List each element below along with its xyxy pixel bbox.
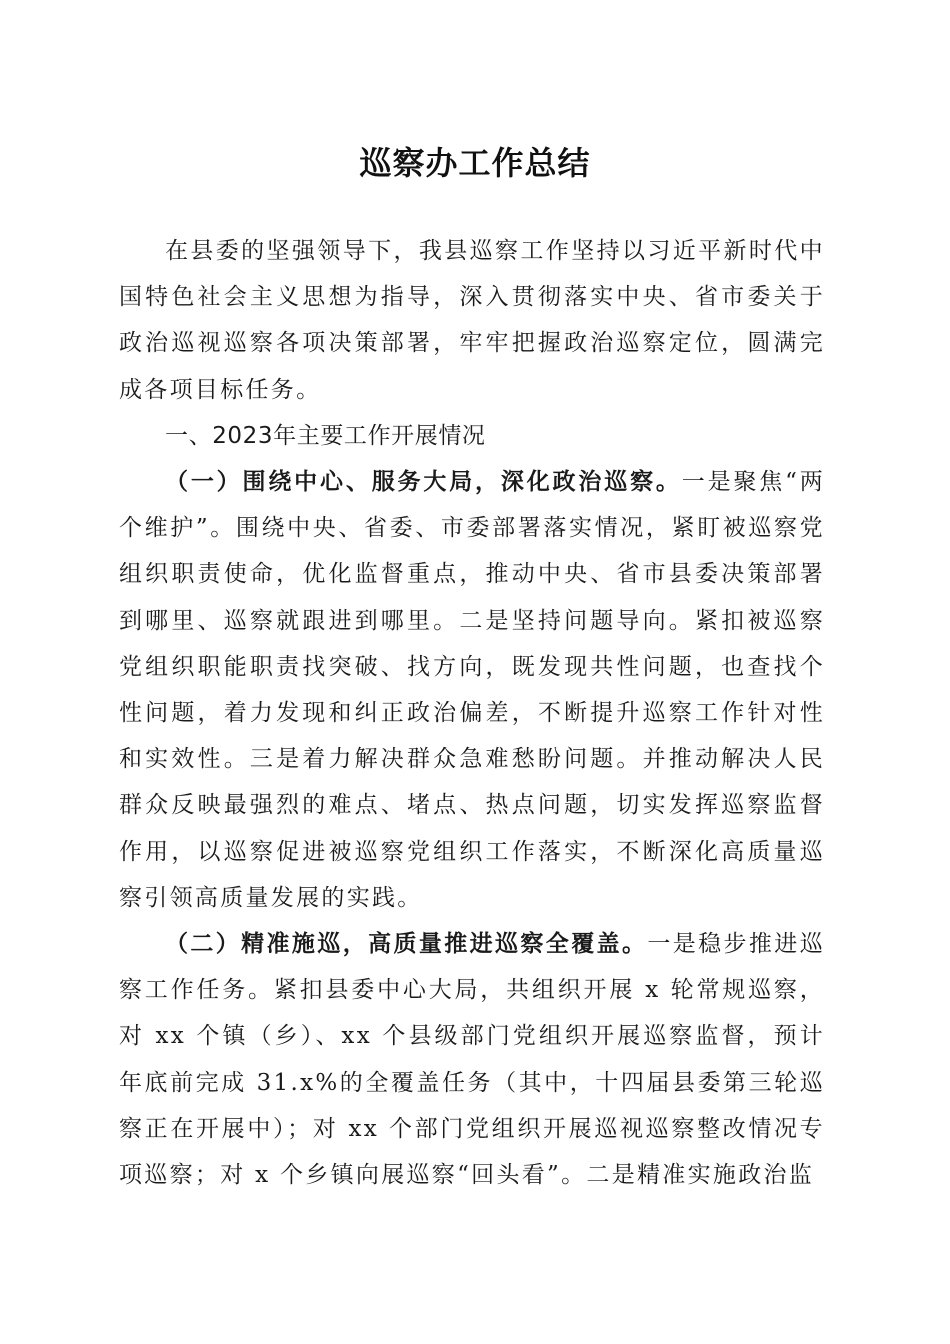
paragraph-part-two (119, 921, 825, 1198)
document-title: 巡察办工作总结 (359, 144, 591, 182)
intro-paragraph: 在县委的坚强领导下，我县巡察工作坚持以习近平新时代中国特色社会主义思想为指导，深入贯彻落实中央、省市委关于政治巡视巡察各项决策部署，牢牢把握政治巡察定位，圆满完成各项目标任务。 (119, 238, 825, 403)
section-heading: 一、2023年主要工作开展情况 (165, 422, 486, 449)
part-one-text: 一是聚焦“两个维护”。围绕中央、省委、市委部署落实情况，紧盯被巡察党组织职责使命，优化监督重点，推动中央、省市县委决策部署到哪里、巡察就跟进到哪里。二是坚持问题导向。紧扣被巡察党组织职能职责找突破、找方向，既发现共性问题，也查找个性问题，着力发现和纠正政治偏差，不断提升巡察工作针对性和实效性。三是着力解决群众急难愁盼问题。并推动解决人民群众反映最强烈的难点、堵点、热点问题，切实发挥巡察监督作用，以巡察促进被巡察党组织工作落实，不断深化高质量巡察引领高质量发展的实践。 (119, 469, 825, 911)
part-one-heading: （一）围绕中心、服务大局，深化政治巡察。 (165, 468, 682, 496)
paragraph-part-one (119, 459, 825, 921)
part-two-heading: （二）精准施巡，高质量推进巡察全覆盖。 (165, 930, 648, 958)
part-two-text: 一是稳步推进巡察工作任务。紧扣县委中心大局，共组织开展 x 轮常规巡察，对 xx 个镇（乡）、xx 个县级部门党组织开展巡察监督，预计年底前完成 31.x%的全覆盖任务（其中，十四届县委第三轮巡察正在开展中）；对 xx 个部门党组织开展巡视巡察整改情况专项巡察；对 x 个乡镇向展巡察“回头看”。二是精准实施政治监 (119, 931, 826, 1189)
document-body (119, 228, 825, 1198)
